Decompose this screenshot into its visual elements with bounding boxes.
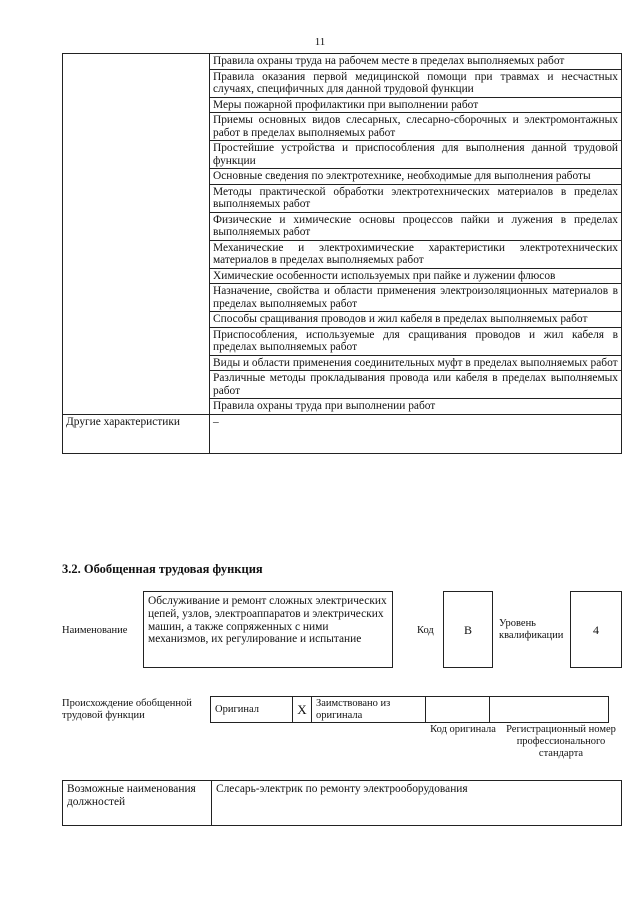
other-characteristics-label: Другие характеристики [63, 414, 210, 453]
positions-value: Слесарь-электрик по ремонту электрооборудования [212, 781, 622, 826]
borrowed-label: Заимствовано из оригинала [312, 697, 426, 723]
knowledge-table [62, 53, 622, 454]
qualification-level-box: 4 [570, 591, 622, 668]
knowledge-item: Виды и области применения соединительных муфт в пределах выполняемых работ [210, 355, 622, 371]
origin-table [210, 696, 609, 723]
knowledge-item: Правила охраны труда при выполнении работ [210, 399, 622, 415]
original-mark: X [293, 697, 312, 723]
knowledge-item: Физические и химические основы процессов пайки и лужения в пределах выполняемых работ [210, 212, 622, 240]
origin-label: Происхождение обобщенной трудовой функции [62, 698, 192, 721]
name-label: Наименование [62, 625, 128, 636]
positions-table [62, 780, 622, 826]
knowledge-item: Меры пожарной профилактики при выполнении работ [210, 97, 622, 113]
function-name-box: Обслуживание и ремонт сложных электрических цепей, узлов, электроаппаратов и электрических машин, а также сопряженных с ними механизмов, их регулирование и испытание [143, 591, 393, 668]
knowledge-item: Приспособления, используемые для сращивания проводов и жил кабеля в пределах выполняемых работ [210, 327, 622, 355]
knowledge-item: Правила охраны труда на рабочем месте в пределах выполняемых работ [210, 54, 622, 70]
original-label: Оригинал [211, 697, 293, 723]
knowledge-row [63, 54, 622, 70]
code-label: Код [417, 625, 434, 636]
knowledge-label-cell [63, 54, 210, 415]
knowledge-item: Различные методы прокладывания провода или кабеля в пределах выполняемых работ [210, 371, 622, 399]
positions-label: Возможные наименования должностей [63, 781, 212, 826]
knowledge-item: Правила оказания первой медицинской помощи при травмах и несчастных случаях, специфичных для данной трудовой функции [210, 69, 622, 97]
page-number: 11 [314, 36, 326, 48]
knowledge-item: Механические и электрохимические характеристики электротехнических материалов в пределах выполняемых работ [210, 240, 622, 268]
section-title: 3.2. Обобщенная трудовая функция [62, 562, 263, 576]
function-code-box: B [443, 591, 493, 668]
knowledge-item: Назначение, свойства и области применения электроизоляционных материалов в пределах выполняемых работ [210, 284, 622, 312]
other-characteristics-row [63, 414, 622, 453]
registration-number-cell [490, 697, 609, 723]
knowledge-item: Приемы основных видов слесарных, слесарно-сборочных и электромонтажных работ в пределах выполняемых работ [210, 113, 622, 141]
knowledge-item: Методы практической обработки электротехнических материалов в пределах выполняемых работ [210, 184, 622, 212]
knowledge-item: Простейшие устройства и приспособления для выполнения данной трудовой функции [210, 141, 622, 169]
level-label: Уровень квалификации [499, 618, 564, 641]
knowledge-item: Химические особенности используемых при пайке и лужении флюсов [210, 268, 622, 284]
knowledge-item: Основные сведения по электротехнике, необходимые для выполнения работы [210, 169, 622, 185]
original-code-cell [426, 697, 490, 723]
registration-caption: Регистрационный номер профессионального стандарта [506, 724, 616, 759]
code-caption: Код оригинала [430, 724, 496, 735]
knowledge-item: Способы сращивания проводов и жил кабеля в пределах выполняемых работ [210, 312, 622, 328]
other-characteristics-value: – [210, 414, 622, 453]
